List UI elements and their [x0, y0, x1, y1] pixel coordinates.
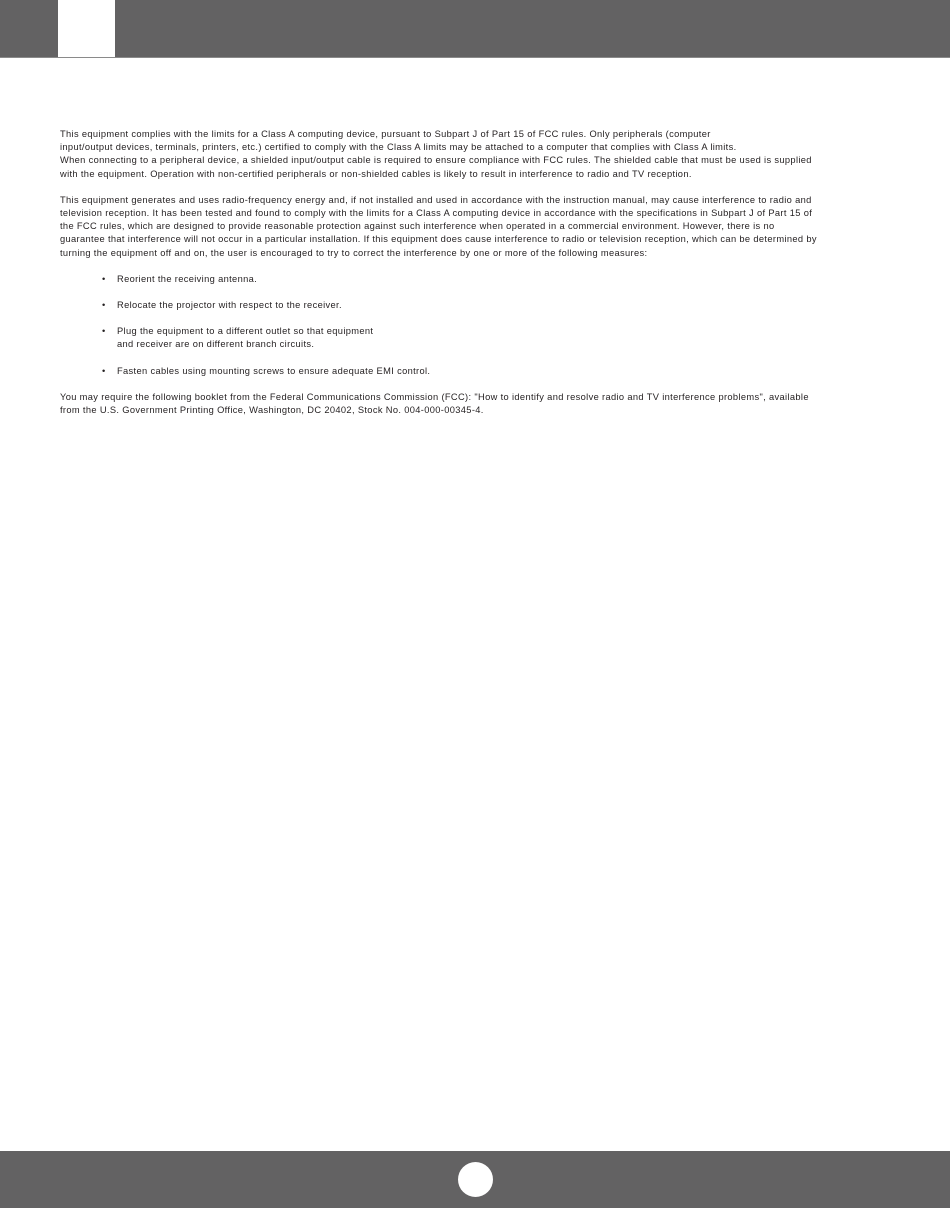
list-item: [60, 299, 890, 312]
list-item-text: Relocate the projector with respect to the receiver.: [117, 300, 342, 311]
header-bar: [0, 0, 950, 58]
text-line: When connecting to a peripheral device, a shielded input/output cable is required to ensure compliance with FCC rules. The shielded cable that must be used is supplied: [60, 155, 812, 166]
paragraph-spacer: [60, 260, 890, 273]
measures-list: [60, 273, 890, 378]
booklet-paragraph: [60, 391, 890, 417]
bullet-icon: •: [102, 273, 106, 284]
page-number-circle: [458, 1162, 493, 1197]
bullet-icon: •: [102, 365, 106, 376]
list-item-text: Fasten cables using mounting screws to ensure adequate EMI control.: [117, 365, 431, 376]
fcc-compliance-paragraph: [60, 128, 890, 181]
text-line: turning the equipment off and on, the user is encouraged to try to correct the interference by one or more of the following measures:: [60, 247, 648, 258]
document-body: [60, 128, 890, 417]
text-line: This equipment generates and uses radio-frequency energy and, if not installed and used in accordance with the instruction manual, may cause interference to radio and: [60, 194, 812, 205]
text-line: You may require the following booklet from the Federal Communications Commission (FCC): "How to identify and resolve radio and TV interference problems", available: [60, 391, 809, 402]
text-line: from the U.S. Government Printing Office, Washington, DC 20402, Stock No. 004-000-00345-4.: [60, 405, 484, 416]
header-tab: [58, 0, 115, 57]
list-item-text: Reorient the receiving antenna.: [117, 273, 258, 284]
bullet-icon: •: [102, 300, 106, 311]
list-item-text: Plug the equipment to a different outlet so that equipment: [117, 326, 374, 337]
interference-paragraph: [60, 194, 890, 260]
text-line: the FCC rules, which are designed to provide reasonable protection against such interference when operated in a commercial environment. However, there is no: [60, 221, 775, 232]
list-item: [60, 273, 890, 286]
bullet-icon: •: [102, 326, 106, 337]
text-line: with the equipment. Operation with non-certified peripherals or non-shielded cables is likely to result in interference to radio and TV reception.: [60, 168, 692, 179]
list-item-text: and receiver are on different branch circuits.: [117, 339, 315, 350]
text-line: television reception. It has been tested and found to comply with the limits for a Class A computing device in accordance with the specifications in Subpart J of Part 15 of: [60, 208, 813, 219]
list-item: [60, 365, 890, 378]
text-line: guarantee that interference will not occur in a particular installation. If this equipment does cause interference to radio or television reception, which can be determined by: [60, 234, 817, 245]
text-line: input/output devices, terminals, printers, etc.) certified to comply with the Class A limits may be attached to a computer that complies with Class A limits.: [60, 142, 737, 153]
text-line: This equipment complies with the limits for a Class A computing device, pursuant to Subpart J of Part 15 of FCC rules. Only peripherals (computer: [60, 129, 711, 139]
paragraph-spacer: [60, 181, 890, 194]
list-item: [60, 325, 890, 351]
